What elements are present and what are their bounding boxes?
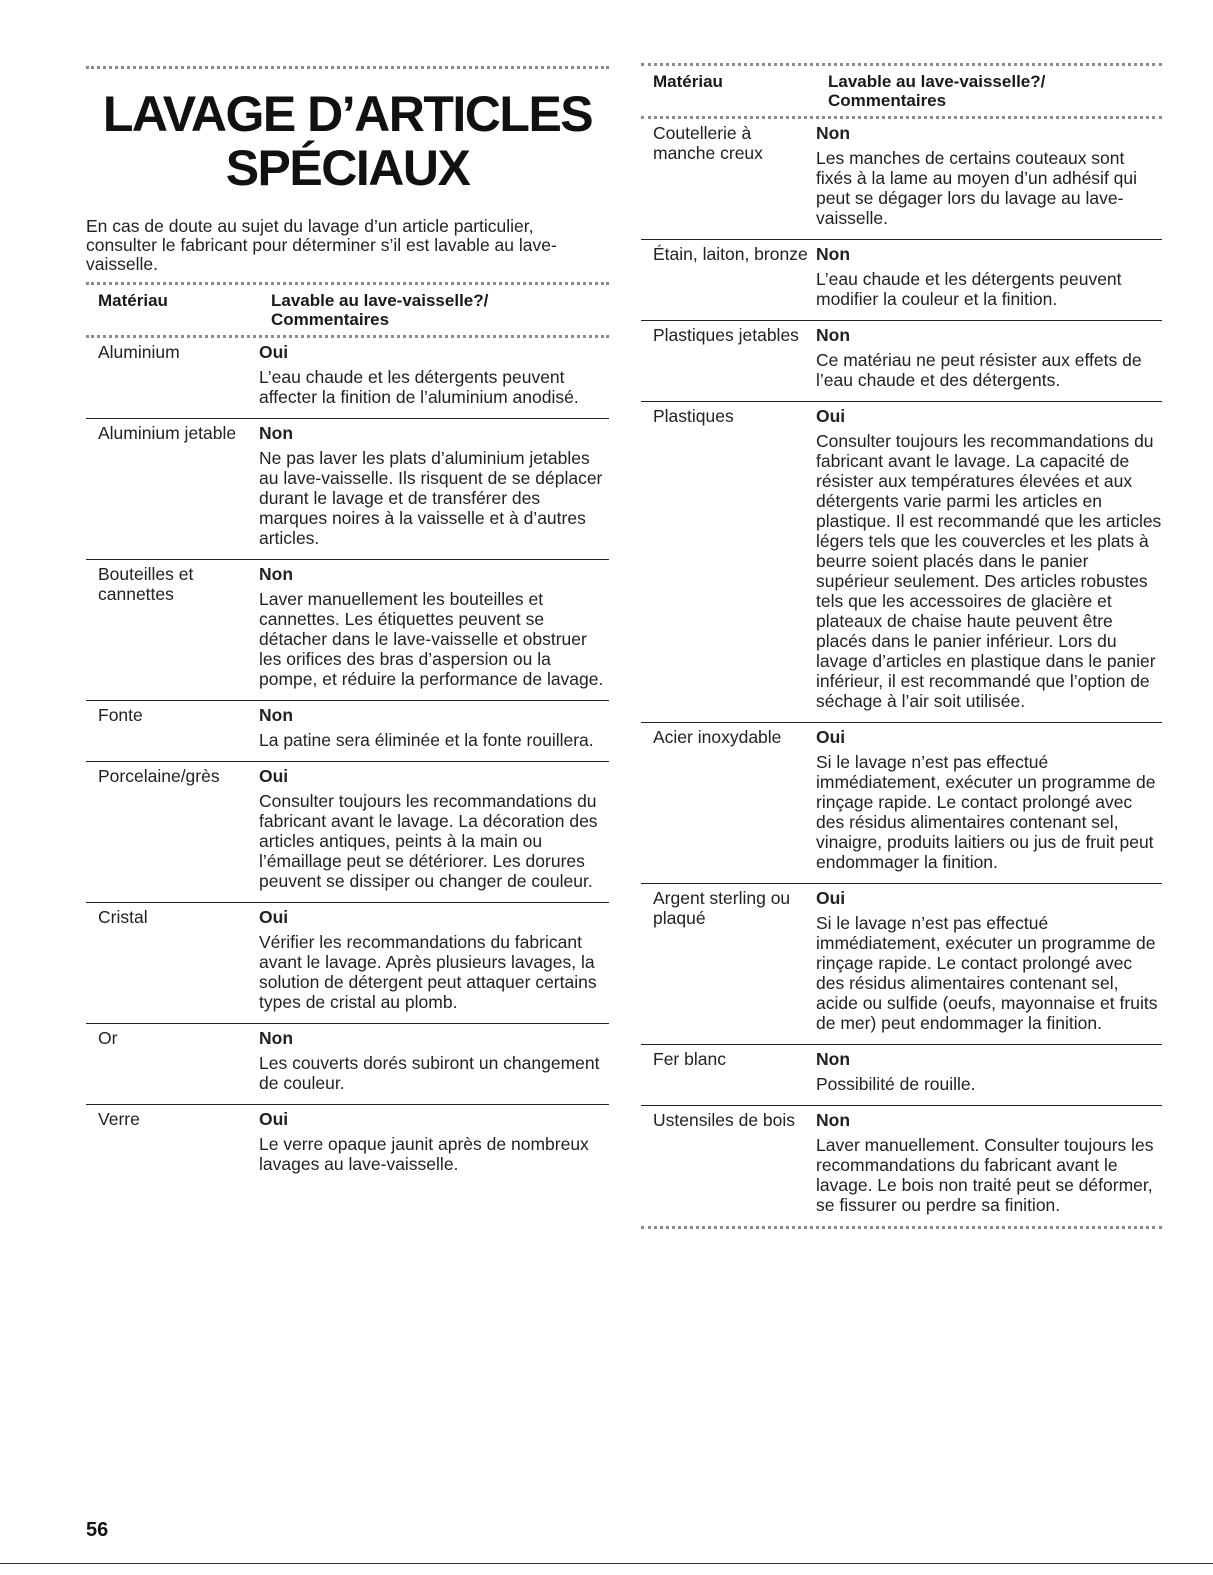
- page-title-line-2: SPÉCIAUX: [225, 140, 470, 196]
- table-row: [641, 119, 1162, 239]
- right-header-comments: Lavable au lave-vaisselle?/ Commentaires: [828, 72, 1046, 110]
- table-row: [641, 1106, 1162, 1226]
- row-answer: Oui: [259, 1109, 289, 1129]
- row-answer: Non: [816, 1110, 851, 1130]
- row-details: [259, 1028, 609, 1093]
- row-answer: Oui: [816, 727, 846, 747]
- row-details: [816, 1049, 1162, 1094]
- row-comment: Les manches de certains couteaux sont fixés à la lame au moyen d’un adhésif qui peut se dégager lors du lavage au lave-vaisselle.: [816, 148, 1138, 228]
- row-details: [816, 888, 1162, 1033]
- row-comment: La patine sera éliminée et la fonte rouillera.: [259, 730, 594, 750]
- right-column: [641, 63, 1162, 1229]
- row-comment: L’eau chaude et les détergents peuvent affecter la finition de l’aluminium anodisé.: [259, 367, 579, 407]
- row-answer: Oui: [259, 342, 289, 362]
- row-comment: Le verre opaque jaunit après de nombreux lavages au lave-vaisselle.: [259, 1134, 589, 1174]
- right-header-material: Matériau: [653, 72, 723, 91]
- intro-paragraph: En cas de doute au sujet du lavage d’un article particulier, consulter le fabricant pour déterminer s’il est lavable au lave-vaisselle.: [86, 216, 557, 274]
- row-material: Plastiques jetables: [653, 325, 799, 345]
- row-details: [816, 123, 1162, 228]
- page-bottom-border: [0, 1563, 1213, 1564]
- row-comment: Ce matériau ne peut résister aux effets de l’eau chaude et des détergents.: [816, 350, 1142, 390]
- row-answer: Non: [259, 1028, 294, 1048]
- row-material: Verre: [98, 1109, 140, 1129]
- row-answer: Non: [816, 244, 851, 264]
- row-details: [259, 907, 609, 1012]
- row-comment: Laver manuellement les bouteilles et cannettes. Les étiquettes peuvent se détacher dans le lave-vaisselle et obstruer les orifices des bras d’aspersion ou la pompe, et réduire la performance de lavage.: [259, 589, 604, 689]
- row-material: Aluminium jetable: [98, 423, 237, 443]
- row-material: Acier inoxydable: [653, 727, 782, 747]
- header-material: Matériau: [98, 291, 168, 310]
- row-comment: Si le lavage n’est pas effectué immédiatement, exécuter un programme de rinçage rapide. Le contact prolongé avec des résidus alimentaires contenant sel, acide ou sulfide (oeufs, mayonnaise et fruits de mer) peut endommager la finition.: [816, 913, 1158, 1033]
- row-answer: Oui: [816, 406, 846, 426]
- row-details: [816, 727, 1162, 872]
- row-details: [816, 244, 1162, 309]
- row-comment: Possibilité de rouille.: [816, 1074, 976, 1094]
- row-material: Plastiques: [653, 406, 734, 426]
- top-dotted-rule: [86, 66, 609, 69]
- row-material: Aluminium: [98, 342, 180, 362]
- row-material: Ustensiles de bois: [653, 1110, 796, 1130]
- table-row: [641, 1045, 1162, 1105]
- row-material: Or: [98, 1028, 118, 1048]
- row-answer: Non: [816, 325, 851, 345]
- row-comment: Vérifier les recommandations du fabricant avant le lavage. Après plusieurs lavages, la solution de détergent peut attaquer certains types de cristal au plomb.: [259, 932, 597, 1012]
- table-row: [641, 321, 1162, 401]
- row-material: Argent sterling ou plaqué: [653, 888, 791, 928]
- row-details: [259, 423, 609, 548]
- row-comment: Ne pas laver les plats d’aluminium jetables au lave-vaisselle. Ils risquent de se déplacer durant le lavage et de transférer des marques noires à la vaisselle et à d’autres articles.: [259, 448, 603, 548]
- row-material: Cristal: [98, 907, 148, 927]
- row-answer: Non: [259, 423, 294, 443]
- page-title: [86, 87, 609, 195]
- row-answer: Oui: [259, 766, 289, 786]
- row-comment: Les couverts dorés subiront un changement de couleur.: [259, 1053, 600, 1093]
- row-answer: Oui: [259, 907, 289, 927]
- row-material: Porcelaine/grès: [98, 766, 220, 786]
- table-row: [86, 762, 609, 902]
- row-details: [259, 564, 609, 689]
- table-row: [86, 419, 609, 559]
- row-comment: Laver manuellement. Consulter toujours les recommandations du fabricant avant le lavage. Le bois non traité peut se déformer, se fissurer ou perdre sa finition.: [816, 1135, 1154, 1215]
- table-row: [86, 1105, 609, 1185]
- row-comment: L’eau chaude et les détergents peuvent modifier la couleur et la finition.: [816, 269, 1122, 309]
- row-material: Bouteilles et cannettes: [98, 564, 194, 604]
- table-row: [86, 560, 609, 700]
- page-number: 56: [86, 1519, 109, 1541]
- row-details: [259, 342, 609, 407]
- table-row: [86, 701, 609, 761]
- header-comments: Lavable au lave-vaisselle?/ Commentaires: [271, 291, 489, 329]
- row-comment: Consulter toujours les recommandations du fabricant avant le lavage. La décoration des articles antiques, peints à la main ou l’émaillage peut se détériorer. Les dorures peuvent se dissiper ou changer de couleur.: [259, 791, 598, 891]
- right-bottom-dotted-rule: [641, 1226, 1162, 1229]
- right-table-body: [641, 119, 1162, 1226]
- table-header: [86, 285, 609, 335]
- row-details: [816, 1110, 1162, 1215]
- row-answer: Oui: [816, 888, 846, 908]
- row-material: Étain, laiton, bronze: [653, 244, 808, 264]
- left-table-body: [86, 338, 609, 1185]
- row-answer: Non: [259, 705, 294, 725]
- table-row: [641, 402, 1162, 722]
- row-comment: Si le lavage n’est pas effectué immédiatement, exécuter un programme de rinçage rapide. Le contact prolongé avec des résidus alimentaires contenant sel, vinaigre, produits laitiers ou jus de fruit peut endommager la finition.: [816, 752, 1156, 872]
- right-table-header: [641, 66, 1162, 116]
- row-details: [259, 705, 609, 750]
- table-row: [641, 240, 1162, 320]
- table-row: [86, 903, 609, 1023]
- table-row: [86, 338, 609, 418]
- row-comment: Consulter toujours les recommandations du fabricant avant le lavage. La capacité de résister aux températures élevées et aux détergents varie parmi les articles en plastique. Il est recommandé que les articles légers tels que les couvercles et les plats à beurre soient placés dans le panier supérieur seulement. Des articles robustes tels que les accessoires de glacière et plateaux de chaise haute peuvent être placés dans le panier inférieur. Lors du lavage d’articles en plastique dans le panier inférieur, il est recommandé que l’option de séchage à l’air soit utilisée.: [816, 431, 1162, 711]
- row-details: [259, 766, 609, 891]
- row-material: Coutellerie à manche creux: [653, 123, 763, 163]
- table-row: [641, 884, 1162, 1044]
- table-row: [86, 1024, 609, 1104]
- row-material: Fer blanc: [653, 1049, 726, 1069]
- row-answer: Non: [816, 123, 851, 143]
- row-material: Fonte: [98, 705, 143, 725]
- row-details: [816, 325, 1162, 390]
- left-column: [86, 66, 609, 1185]
- row-details: [259, 1109, 609, 1174]
- row-details: [816, 406, 1162, 711]
- page-title-line-1: LAVAGE D’ARTICLES: [102, 86, 593, 142]
- row-answer: Non: [816, 1049, 851, 1069]
- table-row: [641, 723, 1162, 883]
- row-answer: Non: [259, 564, 294, 584]
